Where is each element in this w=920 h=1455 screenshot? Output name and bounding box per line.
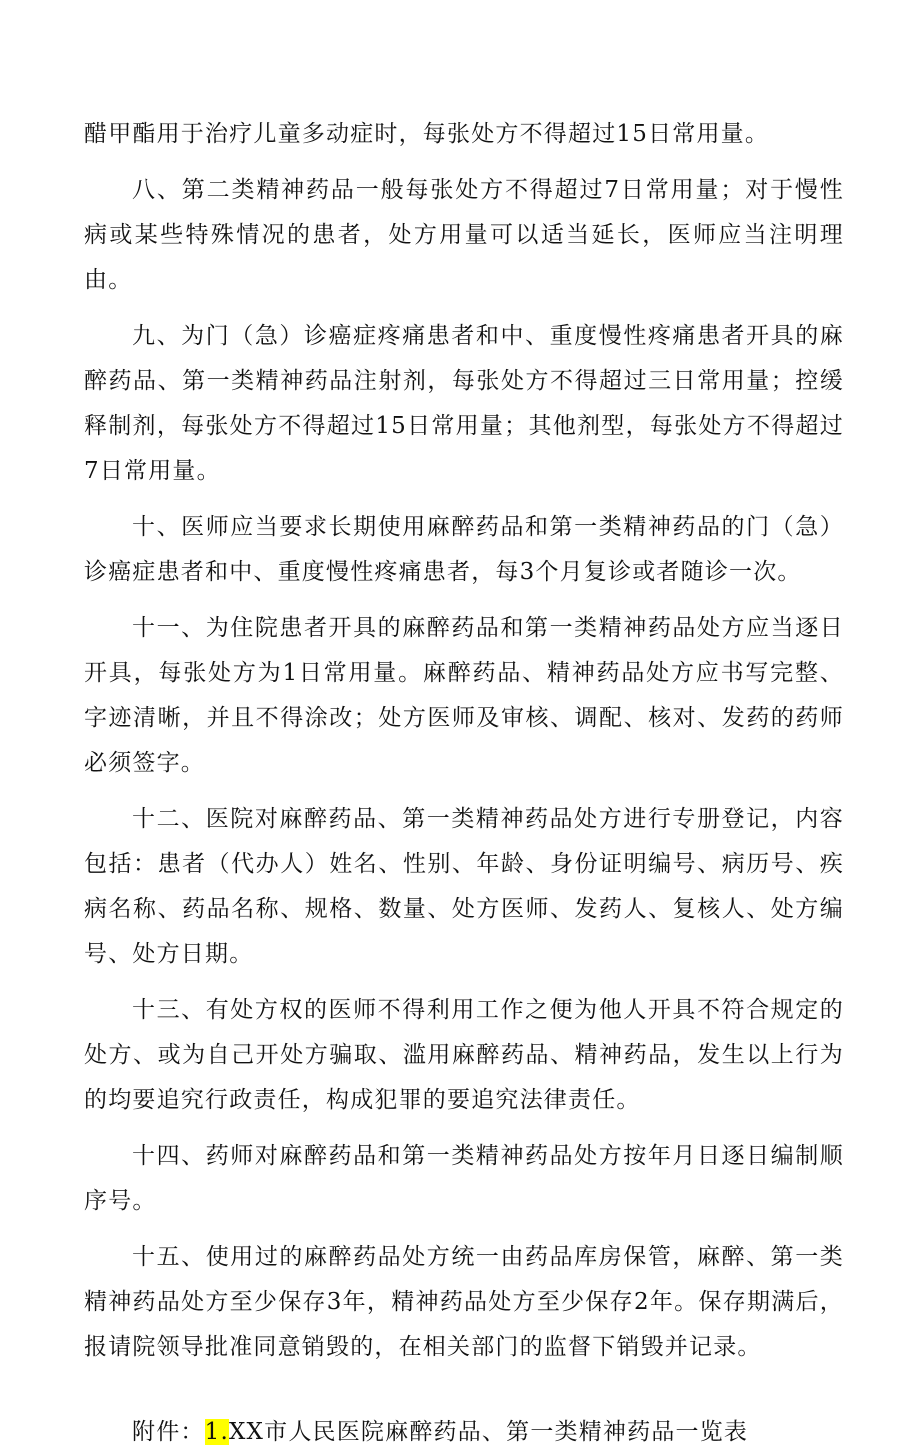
paragraph-item-13: 十三、有处方权的医师不得利用工作之便为他人开具不符合规定的处方、或为自己开处方骗取、滥用麻醉药品、精神药品，发生以上行为的均要追究行政责任，构成犯罪的要追究法律责任。 — [84, 997, 844, 1113]
paragraph-continuation: 醋甲酯用于治疗儿童多动症时，每张处方不得超过15日常用量。 — [84, 121, 770, 147]
paragraph-item-15: 十五、使用过的麻醉药品处方统一由药品库房保管，麻醉、第一类精神药品处方至少保存3年，精神药品处方至少保存2年。保存期满后，报请院领导批准同意销毁的，在相关部门的监督下销毁并记录。 — [84, 1244, 844, 1360]
paragraph-item-8: 八、第二类精神药品一般每张处方不得超过7日常用量；对于慢性病或某些特殊情况的患者，处方用量可以适当延长，医师应当注明理由。 — [84, 177, 844, 293]
attachment-line — [84, 1410, 844, 1455]
attachment-number-highlight: 1. — [204, 1419, 229, 1445]
paragraph-item-11: 十一、为住院患者开具的麻醉药品和第一类精神药品处方应当逐日开具，每张处方为1日常用量。麻醉药品、精神药品处方应书写完整、字迹清晰，并且不得涂改；处方医师及审核、调配、核对、发药的药师必须签字。 — [84, 615, 844, 776]
paragraph-item-9: 九、为门（急）诊癌症疼痛患者和中、重度慢性疼痛患者开具的麻醉药品、第一类精神药品注射剂，每张处方不得超过三日常用量；控缓释制剂，每张处方不得超过15日常用量；其他剂型，每张处方不得超过7日常用量。 — [84, 323, 844, 484]
document-body — [84, 112, 844, 1455]
attachment-title: XX市人民医院麻醉药品、第一类精神药品一览表 — [228, 1419, 749, 1445]
paragraph-item-12: 十二、医院对麻醉药品、第一类精神药品处方进行专册登记，内容包括：患者（代办人）姓名、性别、年龄、身份证明编号、病历号、疾病名称、药品名称、规格、数量、处方医师、发药人、复核人、处方编号、处方日期。 — [84, 806, 844, 967]
attachment-prefix: 附件： — [132, 1419, 205, 1445]
paragraph-item-14: 十四、药师对麻醉药品和第一类精神药品处方按年月日逐日编制顺序号。 — [84, 1143, 844, 1214]
paragraph-item-10: 十、医师应当要求长期使用麻醉药品和第一类精神药品的门（急）诊癌症患者和中、重度慢性疼痛患者，每3个月复诊或者随诊一次。 — [84, 514, 844, 585]
